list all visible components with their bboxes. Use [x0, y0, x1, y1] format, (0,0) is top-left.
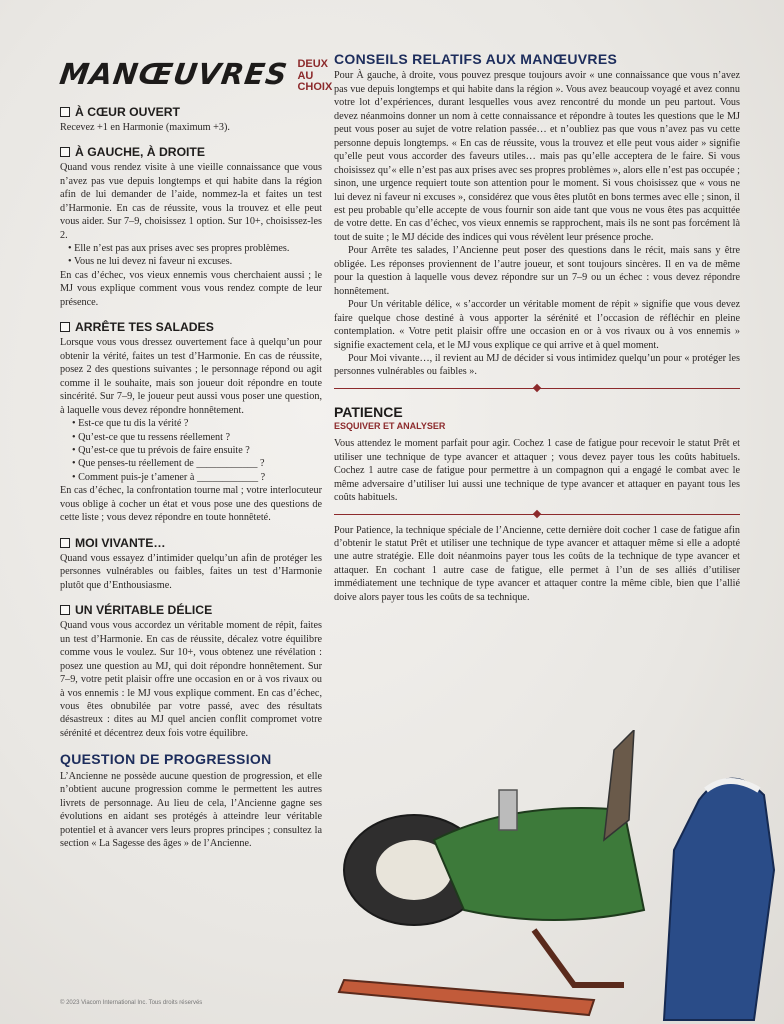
- conseils-paragraph: Pour À gauche, à droite, vous pouvez presque toujours avoir « une connaissance que vous n’avez pas vue depuis longtemps et qui habite dans la région ». Vous avez beaucoup voyagé et avez connu votre lot d’expériences, durant lesquelles vous avez rencontré du monde un peu partout. Vous devez néanmoins donner un nom à cette connaissance et répondre à toutes les questions que le MJ peut vous poser au sujet de votre relation passée… et n’oubliez pas que vous n’avez pas vu cette personne depuis longtemps. « En cas de réussite, vous la trouvez et elle peut vous aider » signifie qu’elle peut vous accorder des faveurs utiles… mais pas qu’elle accepterа de le faire. Si vous choisissez qu’« elle n’est pas aux prises avec ses propres problèmes », alors elle n’est pas occupée ; sinon, une urgence requiert toute son attention pour le moment. Si vous choisissez que « vous ne lui devez ni faveur ni excuses », considérez que vous êtes plutôt en bons termes avec elle ; sinon, il est peu probable qu’elle accepte de vous fournir son aide tant que vous ne vous êtes pas acquittée de votre dette. En cas d’échec, vos vieux ennemis se rapprochent, mais ils ne sont pas forcément là tout de suite ; le MJ décide des indices qui vous révèlent leur présence proche.: [334, 70, 740, 243]
- list-item: • Vous ne lui devez ni faveur ni excuses.: [68, 255, 322, 268]
- move-heading-coeur: À CŒUR OUVERT: [60, 104, 322, 120]
- move-failure-text: En cas d’échec, la confrontation tourne mal ; votre interlocuteur vous oblige à cocher un état et vous pose une des questions de cette liste ; vous devez répondre en toute honnêteté.: [60, 485, 322, 524]
- divider: [334, 388, 740, 389]
- conseils-paragraph: Pour Un véritable délice, « s’accorder un véritable moment de répit » signifie que vous devez faire quelque chose destiné à vous apporter la sérénité et l’occasion de réfléchir en pleine contemplation. « Votre petit plaisir offre une occasion en or à vos rivaux ou à vos ennemis » signifie exactement cela, et le MJ vous explique ce qui arrive et à quel moment.: [334, 299, 740, 351]
- list-item: • Qu’est-ce que tu prévois de faire ensuite ?: [72, 444, 322, 457]
- progression-text: L’Ancienne ne possède aucune question de progression, et elle n’obtient aucune progression comme le permettent les autres livrets de personnage. Au lieu de cela, l’Ancienne gagne ses évolutions en aidant ses protégés à atteindre leur véritable potentiel et à avancer vers leurs propres principes ; consultez la section « La Sagesse des âges » de l’Ancienne.: [60, 770, 322, 850]
- moves-choice-note: DEUX AU CHOIX: [297, 58, 333, 94]
- conseils-paragraph: Pour Arrête tes salades, l’Ancienne peut poser des questions dans le récit, mais sans y être obligée. Les réponses proviennent de l’autre joueur, et sont toujours sincères. Il en va de même pour la question à laquelle vous devez répondre sur un 7–9 ou un échec : vous devez répondre honnêtement.: [334, 245, 740, 297]
- question-list: [60, 417, 322, 484]
- checkbox-icon[interactable]: [60, 147, 70, 157]
- moves-header: [57, 56, 333, 94]
- checkbox-icon[interactable]: [60, 538, 70, 548]
- move-text: Recevez +1 en Harmonie (maximum +3).: [60, 121, 230, 133]
- checkbox-icon[interactable]: [60, 605, 70, 615]
- divider: [334, 514, 740, 515]
- move-heading-salades: ARRÊTE TES SALADES: [60, 319, 322, 335]
- progression-heading: QUESTION DE PROGRESSION: [60, 751, 272, 768]
- right-column: [334, 50, 740, 604]
- move-text: Lorsque vous vous dressez ouvertement face à quelqu’un pour obtenir la vérité, faites un test d’Harmonie. En cas de réussite, posez 2 des questions suivantes ; le personnage répond ou agit comme il le souhaite, mais son joueur doit répondre en toute sincérité. Sur 7–9, le joueur peut aussi vous poser une question, à laquelle vous devez répondre honnêtement.: [60, 337, 322, 416]
- list-item: • Comment puis-je t’amener à ____________ ?: [72, 471, 322, 484]
- move-heading-gauche-droite: À GAUCHE, À DROITE: [60, 144, 322, 160]
- move-options: [60, 242, 322, 269]
- conseils-paragraph: Pour Moi vivante…, il revient au MJ de décider si vous intimidez quelqu’un pour « protéger les personnes vulnérables ou faibles ».: [334, 352, 740, 378]
- move-heading-delice: UN VÉRITABLE DÉLICE: [60, 602, 322, 618]
- move-text: Quand vous vous accordez un véritable moment de répit, faites un test d’Harmonie. En cas de réussite, décalez votre équilibre comme vous le voulez. Sur 10+, vous obtenez une révélation : posez une question au MJ, qui doit répondre honnêtement. Sur 7–9, votre petit plaisir offre une occasion en or à vos rivaux ou à vos ennemis : le MJ vous explique comment. En cas d’échec, vous êtes obnubilée par votre passé, avec des résultats désastreux : dites au MJ quel ancien conflit compromet votre sérénité et décentrez deux fois votre équilibre.: [60, 620, 322, 739]
- conseils-heading: CONSEILS RELATIFS AUX MANŒUVRES: [334, 51, 618, 67]
- list-item: • Qu’est-ce que tu ressens réellement ?: [72, 431, 322, 444]
- patience-text: Vous attendez le moment parfait pour agir. Cochez 1 case de fatigue pour recevoir le statut Prêt et utiliser une technique de type avancer et attaquer ; vous devez payer tous les coûts habituels. Cochez 1 autre case de fatigue pour permettre à un compagnon qui a engagé le combat avec le même adversaire d’utiliser lui aussi une technique de type avancer et attaquer en payant tous les coûts habituels.: [334, 438, 740, 504]
- move-heading-moi-vivante: MOI VIVANTE…: [60, 535, 322, 551]
- patience-note: Pour Patience, la technique spéciale de l’Ancienne, cette dernière doit cocher 1 case de fatigue afin d’obtenir le statut Prêt et utiliser une technique de type avancer et attaquer même si elle a adopté une autre stratégie. Elle doit néanmoins payer tous les coûts de la technique de type avancer et attaquer. En cochant 1 autre case de fatigue, elle permet à l’un de ses alliés d’utiliser immédiatement une technique de type avancer et attaquer contre la même cible, bien que l’allié doive alors payer tous les coûts de sa technique.: [334, 524, 740, 603]
- patience-subheading: ESQUIVER ET ANALYSER: [334, 421, 446, 432]
- move-text: Quand vous essayez d’intimider quelqu’un afin de protéger les personnes vulnérables ou faibles, faites un test d’Harmonie plutôt que d’Enthousiasme.: [60, 552, 322, 591]
- copyright: © 2023 Viacom International Inc. Tous droits réservés: [60, 1000, 203, 1006]
- move-failure-text: En cas d’échec, vos vieux ennemis vous cherchaient aussi ; le MJ vous explique comment vous vous rendez compte de leur présence.: [60, 269, 322, 308]
- page-title: MANŒUVRES: [57, 57, 290, 91]
- list-item: • Elle n’est pas aux prises avec ses propres problèmes.: [68, 242, 322, 255]
- list-item: • Que penses-tu réellement de ____________ ?: [72, 457, 322, 470]
- patience-heading: PATIENCE: [334, 403, 403, 420]
- move-text: Quand vous rendez visite à une vieille connaissance que vous n’avez pas vue depuis longtemps et qui habite dans la région afin de lui demander de l’aide, nommez-la et faites un test d’Harmonie. En cas de réussite, vous la trouvez et elle peut vous aider. Sur 7–9, choisissez 1 option. Sur 10+, choisissez-les 2.: [60, 162, 322, 241]
- checkbox-icon[interactable]: [60, 322, 70, 332]
- character-illustration: [334, 730, 784, 1024]
- list-item: • Est-ce que tu dis la vérité ?: [72, 417, 322, 430]
- checkbox-icon[interactable]: [60, 107, 70, 117]
- left-column: [57, 56, 333, 851]
